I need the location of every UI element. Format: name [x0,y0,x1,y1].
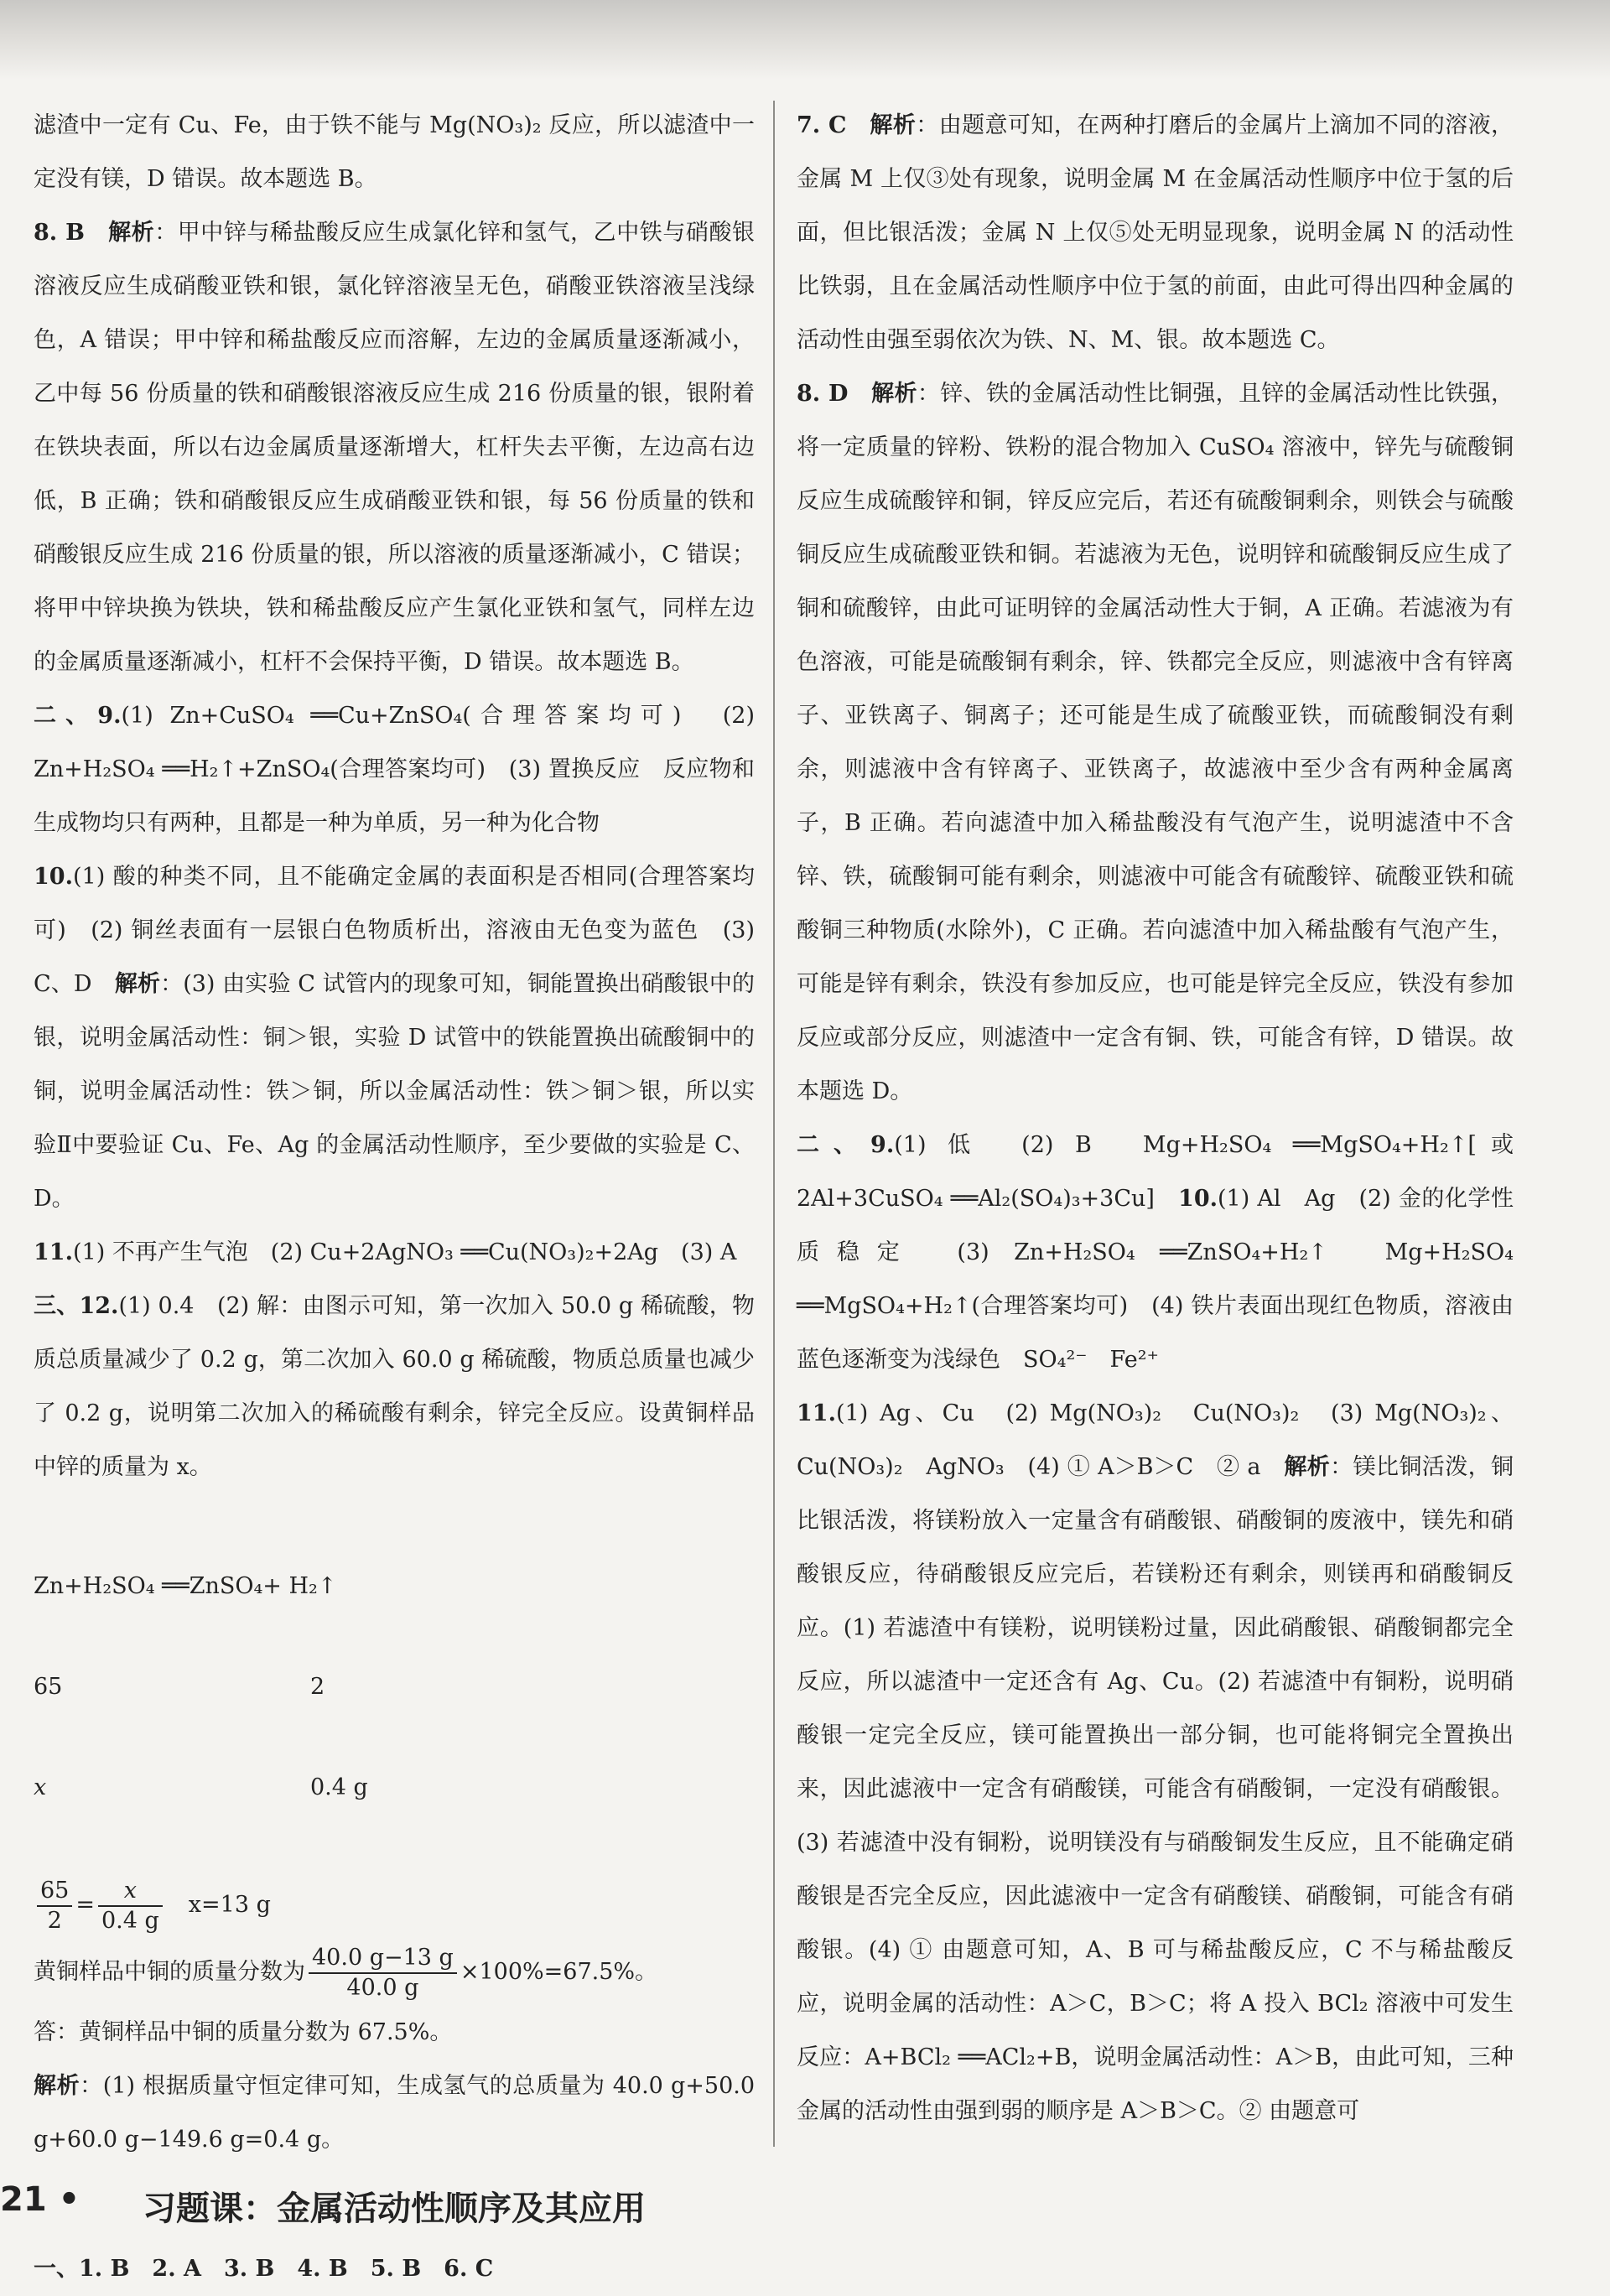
answer-q9-q10 [797,1119,1514,1387]
right-column [797,99,1514,2138]
question-number: 7. C [797,112,847,138]
answer-text: (1) Al Ag (2) 金的化学性质稳定 (3) Zn+H₂SO₄ ══ZnSO₄+H₂↑ Mg+H₂SO₄ ══MgSO₄+H₂↑(合理答案均可) (4) 铁片表面出现红色物质，溶液由蓝色逐渐变为浅绿色 SO₄²⁻ Fe²⁺ [797,1186,1514,1373]
answer-text: (1) 低 (2) B Mg+H₂SO₄ ══MgSO₄+H₂↑[或 2Al+3CuSO₄ ══Al₂(SO₄)₃+3Cu] [797,1132,1514,1212]
analysis-label: 解析 [34,2073,80,2099]
analysis-text: ：锌、铁的金属活动性比铜强，且锌的金属活动性比铁强，将一定质量的锌粉、铁粉的混合物加入 CuSO₄ 溶液中，锌先与硫酸铜反应生成硫酸锌和铜，锌反应完后，若还有硫酸铜剩余，则铁会与硫酸铜反应生成硫酸亚铁和铜。若滤液为无色，说明锌和硫酸铜反应生成了铜和硫酸锌，由此可证明锌的金属活动性大于铜，A 正确。若滤液为有色溶液，可能是硫酸铜有剩余，锌、铁都完全反应，则滤液中含有锌离子、亚铁离子、铜离子；还可能是生成了硫酸亚铁，而硫酸铜没有剩余，则滤液中含有锌离子、亚铁离子，故滤液中至少含有两种金属离子，B 正确。若向滤渣中加入稀盐酸没有气泡产生，说明滤渣中不含锌、铁，硫酸铜可能有剩余，则滤液中可能含有硫酸锌、硫酸亚铁和硫酸铜三种物质(水除外)，C 正确。若向滤渣中加入稀盐酸有气泡产生，可能是锌有剩余，铁没有参加反应，也可能是锌完全反应，铁没有参加反应或部分反应，则滤渣中一定含有铜、铁，可能含有锌，D 错误。故本题选 D。 [797,381,1514,1104]
analysis-text: ：镁比铜活泼，铜比银活泼，将镁粉放入一定量含有硝酸银、硝酸铜的废液中，镁先和硝酸银反应，待硝酸银反应完后，若镁粉还有剩余，则镁再和硝酸铜反应。(1) 若滤渣中有镁粉，说明镁粉过量，因此硝酸银、硝酸铜都完全反应，所以滤渣中一定还含有 Ag、Cu。(2) 若滤渣中有铜粉，说明硝酸银一定完全反应，镁可能置换出一部分铜，也可能将铜完全置换出来，因此滤液中一定含有硝酸镁，可能含有硝酸铜，一定没有硝酸银。(3) 若滤渣中没有铜粉，说明镁没有与硝酸铜发生反应，且不能确定硝酸银是否完全反应，因此滤液中一定含有硝酸镁、硝酸铜，可能含有硝酸银。(4) ① 由题意可知，A、B 可与稀盐酸反应，C 不与稀盐酸反应，说明金属的活动性：A＞C，B＞C；将 A 投入 BCl₂ 溶液中可发生反应：A+BCl₂ ══ACl₂+B，说明金属活动性：A＞B，由此可知，三种金属的活动性由强到弱的顺序是 A＞B＞C。② 由题意可 [797,1454,1514,2124]
answer-q11 [34,1226,755,1280]
analysis-q12 [34,2060,755,2167]
analysis-label: 解析 [870,112,917,138]
question-number: 8. B [34,220,85,246]
result: x=13 g [188,1892,271,1918]
fraction: $\frac{40.0 g-13 g}{40.0 g}$ [309,1944,457,2003]
final-answer: 答：黄铜样品中铜的质量分数为 67.5%。 [34,2019,453,2045]
question-number: 8. D [797,381,849,407]
section-title: 习题课：金属活动性顺序及其应用 [143,2190,646,2228]
question-number: 11. [797,1400,836,1426]
question-number: 10. [1178,1186,1218,1212]
analysis-text: ：(3) 由实验 C 试管内的现象可知，铜能置换出硝酸银中的银，说明金属活动性：铜＞银，实验 D 试管中的铁能置换出硫酸铜中的铜，说明金属活动性：铁＞铜，所以金属活动性：铁＞铜＞银，所以实验Ⅱ中要验证 Cu、Fe、Ag 的金属活动性顺序，至少要做的实验是 C、D。 [34,971,755,1212]
scan-top-shadow [0,0,1610,80]
answer-text: (1) 酸的种类不同，且不能确定金属的表面积是否相同(合理答案均可) (2) 铜丝表面有一层银白色物质析出，溶液由无色变为蓝色 (3) C、D [34,864,755,997]
answer-text: (1) 0.4 (2) 解：由图示可知，第一次加入 50.0 g 稀硫酸，物质总质量减少了 0.2 g，第二次加入 60.0 g 稀硫酸，物质总质量也减少了 0.2 g，说明第二次加入的稀硫酸有剩余，锌完全反应。设黄铜样品中锌的质量为 x。 [34,1293,755,1480]
analysis-label: 解析 [871,381,917,407]
analysis-label: 解析 [108,220,155,246]
analysis-text: ：(1) 根据质量守恒定律可知，生成氢气的总质量为 40.0 g+50.0 g+60.0 g−149.6 g=0.4 g。 [34,2073,756,2153]
left-column [34,99,755,2296]
answer-q12 [34,1280,755,1494]
answer-q7 [797,99,1514,367]
percentage-line: 黄铜样品中铜的质量分数为 $\frac{40.0 g-13 g}{40.0 g}$ ×100%=67.5%。 [34,1944,658,2001]
answer-q11 [797,1387,1514,2138]
paragraph-continued: 滤渣中一定有 Cu、Fe，由于铁不能与 Mg(NO₃)₂ 反应，所以滤渣中一定没有镁，D 错误。故本题选 B。 [34,112,755,192]
answer-text: (1) Ag、Cu (2) Mg(NO₃)₂ Cu(NO₃)₂ (3) Mg(NO₃)₂、Cu(NO₃)₂ AgNO₃ (4) ① A＞B＞C ② a [797,1400,1514,1480]
column-divider [773,101,775,2147]
question-number: 10. [34,864,73,890]
page-number: 21 • [0,2180,80,2219]
question-number: 三、12. [34,1293,119,1319]
answer-text: (1) 不再产生气泡 (2) Cu+2AgNO₃ ══Cu(NO₃)₂+2Ag (3) A [72,1239,737,1265]
question-number: 11. [34,1239,73,1265]
answer-q8 [34,206,755,689]
choice-answers: 一、1. B 2. A 3. B 4. B 5. B 6. C [34,2256,494,2282]
answer-q10 [34,850,755,1226]
equation-row: x 0.4 g [34,1774,368,1800]
fraction: $\frac{x}{0.4 g}$ [98,1877,163,1935]
proportion-line: $\frac{65}{2}$ = $\frac{x}{0.4 g}$ x=13 g [34,1872,755,1939]
answer-q9 [34,689,755,850]
analysis-text: ：由题意可知，在两种打磨后的金属片上滴加不同的溶液，金属 M 上仅③处有现象，说明金属 M 在金属活动性顺序中位于氢的后面，但比银活泼；金属 N 上仅⑤处无明显现象，说明金属 N 的活动性比铁弱，且在金属活动性顺序中位于氢的前面，由此可得出四种金属的活动性由强至弱依次为铁、N、M、银。故本题选 C。 [797,112,1514,353]
analysis-label: 解析 [1284,1454,1331,1480]
analysis-label: 解析 [114,971,161,997]
equation: Zn+H₂SO₄ ══ZnSO₄+ H₂↑ [34,1573,337,1599]
question-number: 二、9. [797,1132,895,1158]
question-number: 二、9. [34,703,122,729]
fraction: $\frac{65}{2}$ [37,1877,72,1935]
equation-row: 65 2 [34,1674,325,1700]
chemical-equation-block [34,1503,755,1872]
answer-q8 [797,367,1514,1119]
answer-text: (1) Zn+CuSO₄ ══Cu+ZnSO₄(合理答案均可) (2) Zn+H₂SO₄ ══H₂↑+ZnSO₄(合理答案均可) (3) 置换反应 反应物和生成物均只有两种，且都是一种为单质，另一种为化合物 [34,703,755,836]
analysis-text: ：甲中锌与稀盐酸反应生成氯化锌和氢气，乙中铁与硝酸银溶液反应生成硝酸亚铁和银，氯化锌溶液呈无色，硝酸亚铁溶液呈浅绿色，A 错误；甲中锌和稀盐酸反应而溶解，左边的金属质量逐渐减小，乙中每 56 份质量的铁和硝酸银溶液反应生成 216 份质量的银，银附着在铁块表面，所以右边金属质量逐渐增大，杠杆失去平衡，左边高右边低，B 正确；铁和硝酸银反应生成硝酸亚铁和银，每 56 份质量的铁和硝酸银反应生成 216 份质量的银，所以溶液的质量逐渐减小，C 错误；将甲中锌块换为铁块，铁和稀盐酸反应产生氯化亚铁和氢气，同样左边的金属质量逐渐减小，杠杆不会保持平衡，D 错误。故本题选 B。 [34,220,756,675]
